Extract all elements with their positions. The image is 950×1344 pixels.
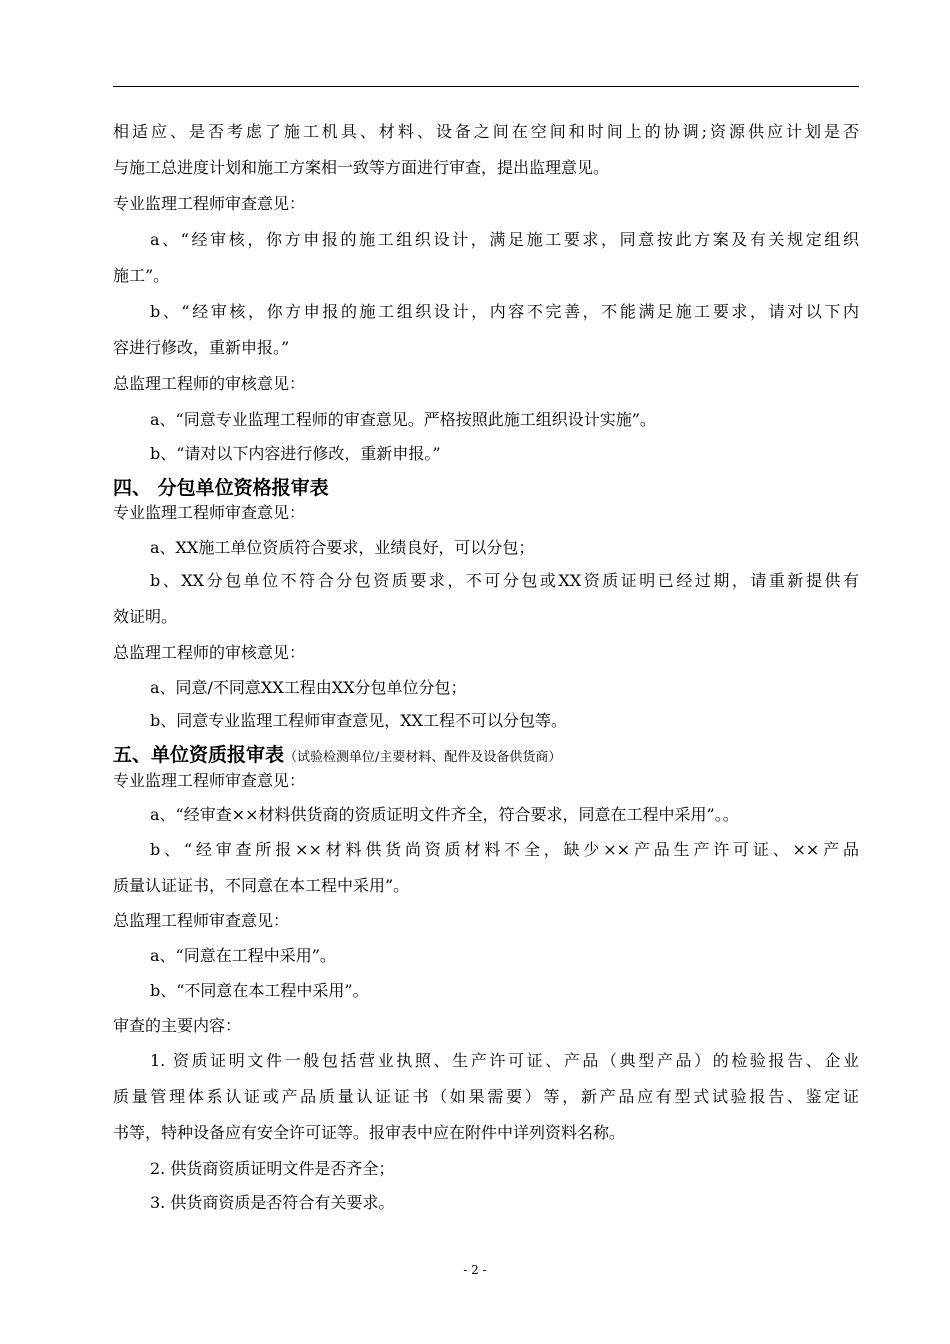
paragraph-line: a、“经审核，你方申报的施工组织设计，满足施工要求，同意按此方案及有关规定组织 bbox=[150, 230, 859, 249]
paragraph-line: a、“同意专业监理工程师的审查意见。严格按照此施工组织设计实施”。 bbox=[150, 410, 656, 429]
paragraph-line: 效证明。 bbox=[113, 607, 178, 626]
paragraph-line: a、“同意在工程中采用”。 bbox=[150, 946, 336, 965]
paragraph-line: 总监理工程师审查意见： bbox=[113, 911, 290, 930]
section-heading-subtitle: （试验检测单位/主要材料、配件及设备供货商） bbox=[284, 750, 562, 765]
paragraph-line: 专业监理工程师审查意见： bbox=[113, 771, 306, 790]
page-number: - 2 - bbox=[463, 1263, 487, 1277]
paragraph-line: a、同意/不同意XX工程由XX分包单位分包； bbox=[150, 678, 467, 697]
paragraph-line: a、XX施工单位资质符合要求，业绩良好，可以分包； bbox=[150, 538, 535, 557]
paragraph-line: b、“经审查所报××材料供货尚资质材料不全，缺少××产品生产许可证、××产品 bbox=[150, 840, 859, 859]
paragraph-line: 质量认证证书，不同意在本工程中采用”。 bbox=[113, 876, 410, 895]
paragraph-line: 专业监理工程师审查意见： bbox=[113, 194, 306, 213]
paragraph-line: 总监理工程师的审核意见： bbox=[113, 374, 306, 393]
section-heading-4: 四、 分包单位资格报审表 bbox=[113, 477, 329, 499]
section-heading-5 bbox=[113, 744, 561, 769]
paragraph-line: b、“不同意在本工程中采用”。 bbox=[150, 981, 369, 1000]
paragraph-line: b、“请对以下内容进行修改，重新申报。” bbox=[150, 444, 441, 463]
paragraph-line: 总监理工程师的审核意见： bbox=[113, 643, 306, 662]
paragraph-line: 质量管理体系认证或产品质量认证证书（如果需要）等，新产品应有型式试验报告、鉴定证 bbox=[113, 1087, 859, 1106]
paragraph-line: b、同意专业监理工程师审查意见，XX工程不可以分包等。 bbox=[150, 711, 568, 730]
paragraph-line: 专业监理工程师审查意见： bbox=[113, 503, 306, 522]
paragraph-line: 施工”。 bbox=[113, 266, 170, 285]
paragraph-line: 容进行修改，重新申报。” bbox=[113, 338, 290, 357]
section-heading-title: 五、单位资质报审表 bbox=[113, 744, 285, 766]
paragraph-line: 2. 供货商资质证明文件是否齐全； bbox=[150, 1159, 395, 1178]
paragraph-line: b、“经审核，你方申报的施工组织设计，内容不完善，不能满足施工要求，请对以下内 bbox=[150, 302, 859, 321]
paragraph-line: 3. 供货商资质是否符合有关要求。 bbox=[150, 1193, 395, 1212]
paragraph-line: 与施工总进度计划和施工方案相一致等方面进行审查，提出监理意见。 bbox=[113, 158, 610, 177]
paragraph-line: a、“经审查××材料供货商的资质证明文件齐全，符合要求，同意在工程中采用”。。 bbox=[150, 805, 739, 824]
paragraph-line: b、XX分包单位不符合分包资质要求，不可分包或XX资质证明已经过期，请重新提供有 bbox=[150, 571, 859, 590]
paragraph-line: 书等，特种设备应有安全许可证等。报审表中应在附件中详列资料名称。 bbox=[113, 1123, 626, 1142]
paragraph-line: 相适应、是否考虑了施工机具、材料、设备之间在空间和时间上的协调;资源供应计划是否 bbox=[113, 122, 859, 141]
paragraph-line: 1. 资质证明文件一般包括营业执照、生产许可证、产品（典型产品）的检验报告、企业 bbox=[150, 1051, 859, 1070]
header-rule bbox=[113, 86, 859, 87]
paragraph-line: 审查的主要内容： bbox=[113, 1016, 242, 1035]
